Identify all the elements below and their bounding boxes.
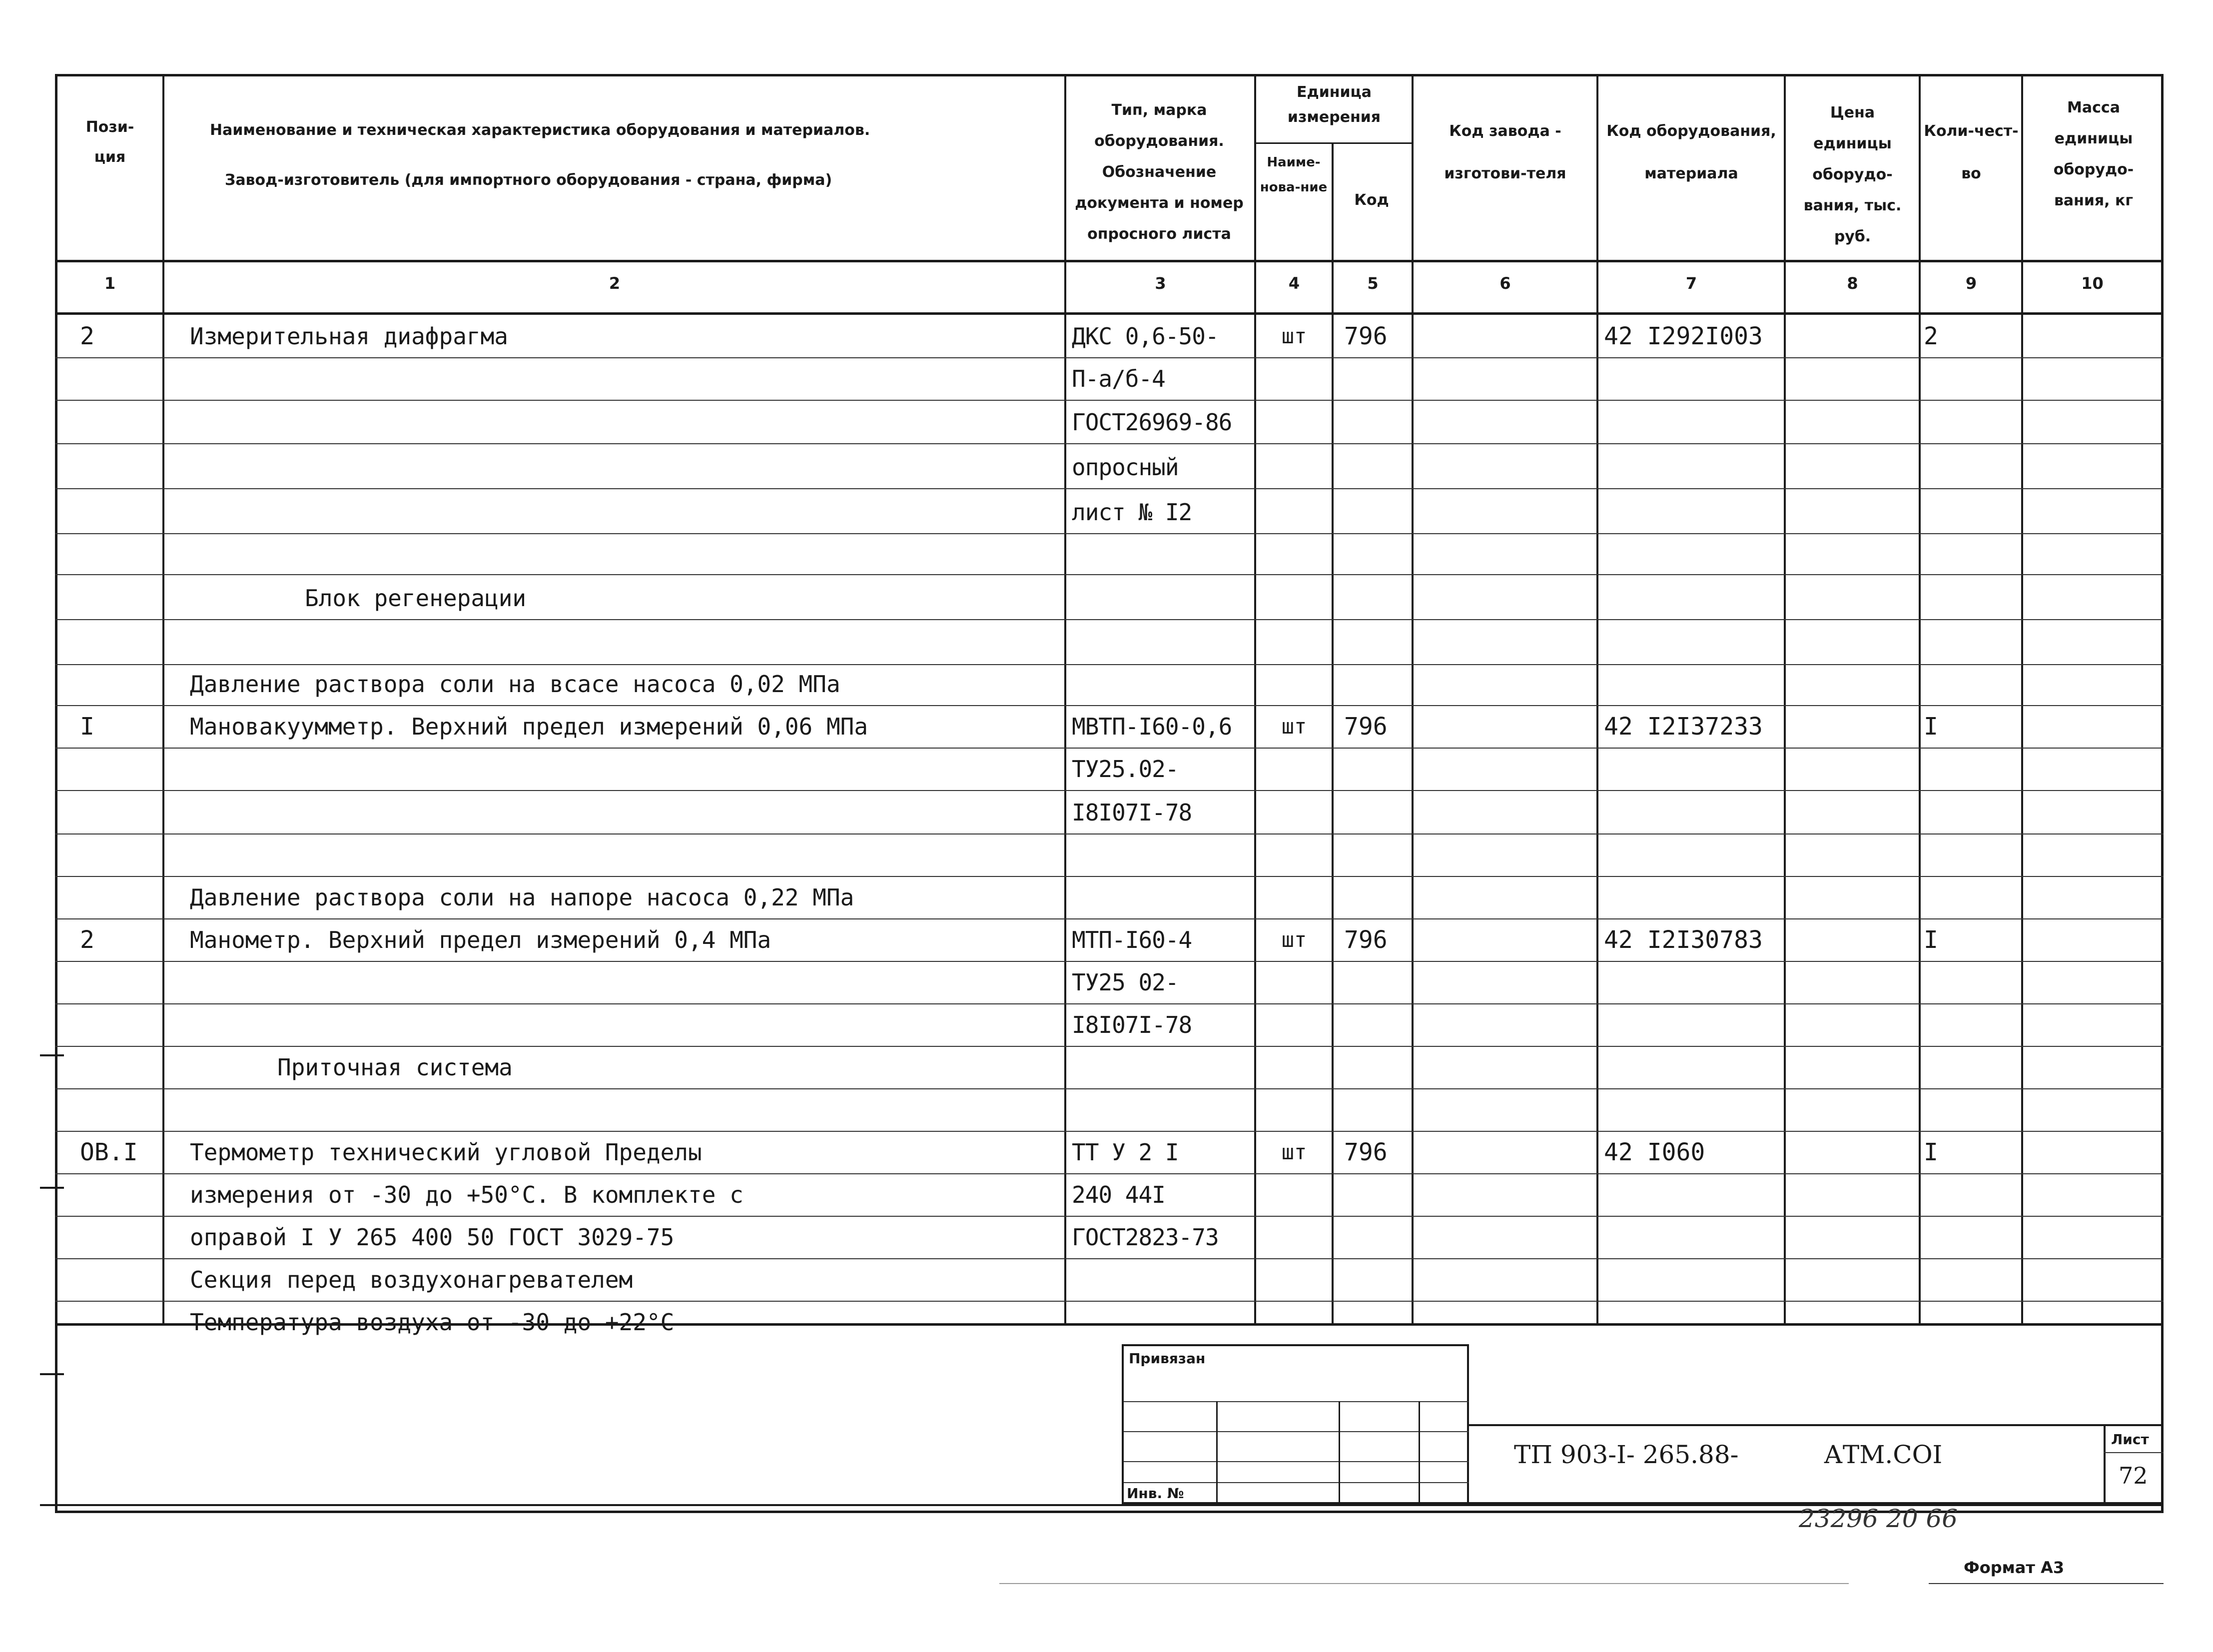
privyazan-box — [1122, 1344, 1469, 1504]
cell-mat: 42 I292I003 — [1604, 322, 1763, 350]
cell-type: ГОСТ26969-86 — [1072, 409, 1232, 436]
edge-tick — [40, 1054, 64, 1056]
table-row — [0, 833, 2213, 876]
header-unit-name: Наиме-нова-ние — [1260, 155, 1328, 195]
cell-name: Блок регенерации — [305, 585, 527, 612]
handwritten-number: 23296 20 66 — [1799, 1504, 1958, 1533]
sheet-label: Лист — [2111, 1431, 2149, 1448]
cell-type: лист № I2 — [1072, 499, 1192, 526]
colnum-2: 2 — [609, 274, 621, 293]
cell-pos: 2 — [80, 926, 94, 954]
colnum-6: 6 — [1499, 274, 1511, 293]
cell-name: Термометр технический угловой Пределы — [190, 1139, 702, 1166]
stamp-line — [1124, 1431, 1469, 1432]
colnum-10: 10 — [2081, 274, 2104, 293]
cell-type: 240 44I — [1072, 1181, 1165, 1208]
cell-name: Секция перед воздухонагревателем — [190, 1266, 633, 1293]
cell-name: измерения от -30 до +50°C. В комплекте с — [190, 1181, 743, 1208]
stamp-line — [1124, 1461, 1469, 1462]
cell-name: Давление раствора соли на напоре насоса 0,22 МПа — [190, 884, 854, 911]
cell-name: Измерительная диафрагма — [190, 323, 508, 350]
header-name-line2: Завод-изготовитель (для импортного оборудования - страна, фирма) — [225, 171, 832, 189]
cell-mat: 42 I2I37233 — [1604, 713, 1763, 741]
table-row — [0, 1088, 2213, 1131]
colnum-5: 5 — [1367, 274, 1379, 293]
colnum-4: 4 — [1288, 274, 1300, 293]
cell-name: Давление раствора соли на всасе насоса 0,02 МПа — [190, 671, 840, 698]
sheet-line — [2104, 1452, 2164, 1453]
format-label: Формат А3 — [1964, 1558, 2065, 1577]
cell-type: I8I07I-78 — [1072, 799, 1192, 826]
table-row — [0, 619, 2213, 664]
colnum-1: 1 — [104, 274, 116, 293]
cell-name: Мановакуумметр. Верхний предел измерений 0,06 МПа — [190, 713, 868, 740]
doc-code: ТП 903-I- 265.88- — [1514, 1440, 1739, 1469]
header-factory-code: Код завода - изготови-теля — [1444, 122, 1566, 182]
colnum-7: 7 — [1685, 274, 1697, 293]
cell-mat: 42 I060 — [1604, 1138, 1705, 1166]
cell-name: оправой I У 265 400 50 ГОСТ 3029-75 — [190, 1224, 675, 1251]
sheet-divider — [2104, 1426, 2106, 1504]
cell-type: ТУ25 02- — [1072, 969, 1179, 996]
unit-group-line — [1254, 142, 1412, 144]
colnum-8: 8 — [1847, 274, 1858, 293]
cell-type: ДКС 0,6-50- — [1072, 323, 1219, 350]
header-bottom-line — [55, 260, 2164, 262]
cell-type: МТП-I60-4 — [1072, 926, 1192, 953]
header-position — [57, 112, 162, 172]
cell-pos: I — [80, 713, 94, 741]
cell-unit: шт — [1281, 927, 1307, 952]
doc-section: АТМ.COI — [1824, 1440, 1943, 1469]
stamp-vline — [1339, 1401, 1340, 1504]
header-price: Цена единицы оборудо-вания, тыс. руб. — [1803, 104, 1902, 245]
stamp-vline — [1419, 1401, 1420, 1504]
cell-type: ТУ25.02- — [1072, 756, 1179, 783]
cell-pos: ОВ.I — [80, 1138, 138, 1166]
format-underline — [1929, 1583, 2164, 1584]
cell-code: 796 — [1344, 926, 1388, 954]
header-unit-group: Единица измерения — [1287, 83, 1381, 126]
stamp-vline — [1216, 1401, 1218, 1504]
header-quantity: Коли-чест-во — [1924, 122, 2019, 182]
cell-pos: 2 — [80, 322, 94, 350]
header-name-line1: Наименование и техническая характеристика оборудования и материалов. — [210, 121, 870, 139]
header-unit-code: Код — [1354, 191, 1389, 209]
cell-code: 796 — [1344, 713, 1388, 741]
cell-type: I8I07I-78 — [1072, 1011, 1192, 1038]
cell-code: 796 — [1344, 322, 1388, 350]
privyazan-label: Привязан — [1129, 1350, 1206, 1367]
cell-type: ТТ У 2 I — [1072, 1139, 1179, 1166]
cell-qty: I — [1924, 1138, 1938, 1166]
cell-name: Температура воздуха от -30 до +22°C — [190, 1309, 675, 1336]
cell-type: ГОСТ2823-73 — [1072, 1224, 1219, 1251]
edge-tick — [40, 1373, 64, 1375]
stamp-line — [1124, 1401, 1469, 1402]
cell-name: Манометр. Верхний предел измерений 0,4 МПа — [190, 926, 771, 953]
cell-code: 796 — [1344, 1138, 1388, 1166]
cell-unit: шт — [1281, 1140, 1307, 1164]
cell-unit: шт — [1281, 714, 1307, 739]
header-position-text: Пози- ция — [85, 118, 134, 166]
edge-tick — [40, 1187, 64, 1189]
inv-no-label: Инв. № — [1127, 1485, 1184, 1502]
cell-type: опросный — [1072, 454, 1179, 481]
stamp-line — [1124, 1482, 1469, 1483]
cell-name: Приточная система — [277, 1054, 513, 1081]
cell-type: П-а/б-4 — [1072, 365, 1165, 392]
cell-qty: I — [1924, 713, 1938, 741]
cell-qty: I — [1924, 926, 1938, 954]
header-type: Тип, марка оборудования. Обозначение документа и номер опросного листа — [1075, 101, 1244, 243]
colnum-3: 3 — [1155, 274, 1166, 293]
cell-mat: 42 I2I30783 — [1604, 926, 1763, 954]
cell-type: МВТП-I60-0,6 — [1072, 713, 1232, 740]
cell-qty: 2 — [1924, 322, 1938, 350]
faint-line — [999, 1583, 1849, 1584]
sheet-number: 72 — [2119, 1462, 2148, 1489]
header-equipment-code: Код оборудования, материала — [1606, 122, 1776, 182]
header-mass: Масса единицы оборудо-вания, кг — [2053, 99, 2134, 209]
doc-code-strip — [1469, 1424, 2164, 1504]
table-row — [0, 533, 2213, 574]
colnum-9: 9 — [1965, 274, 1977, 293]
cell-unit: шт — [1281, 324, 1307, 348]
